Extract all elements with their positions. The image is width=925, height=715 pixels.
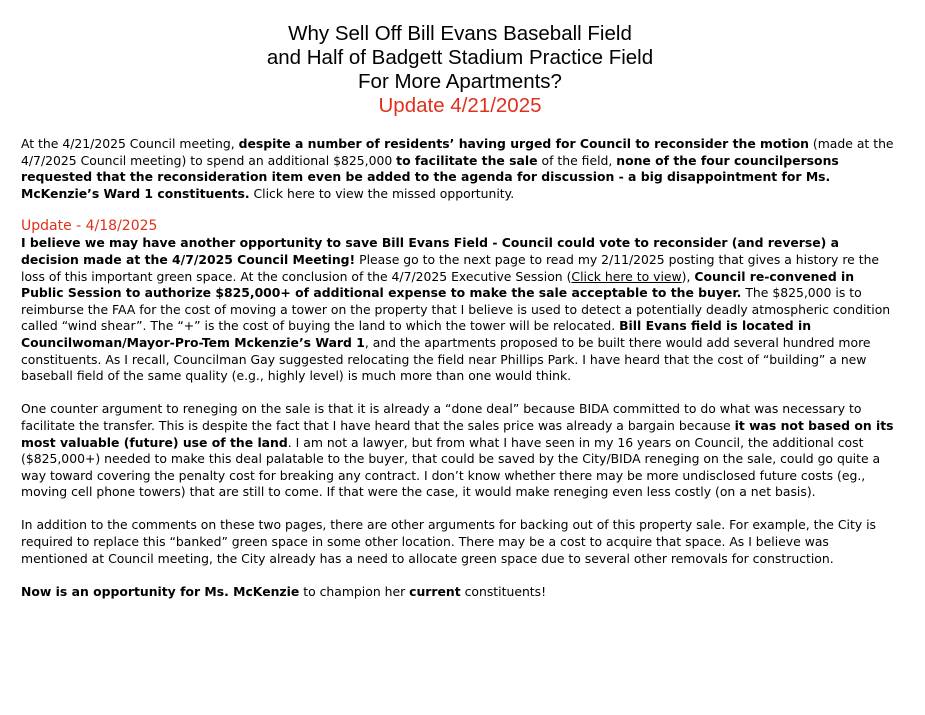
p2-text-3: The $825,000 is to reimburse the FAA for the cost of moving a tower on the property that I believe is used to detect a potentially deadly atmospheric condition called “wind shear”. The “+” is the cost of buying the land to which the tower will be relocated. — [21, 285, 891, 334]
paragraph-gap — [21, 567, 899, 584]
title-block — [21, 22, 899, 118]
p2-bold-ward1: Bill Evans field is located in Councilwoman/Mayor-Pro-Tem Mckenzie’s Ward 1 — [21, 318, 812, 350]
paragraph-other-arguments: In addition to the comments on these two pages, there are other arguments for backing out of this property sale. For example, the City is required to replace this “banked” green space in some other location. There may be a cost to acquire that space. As I believe was mentioned at Council meeting, the City already has a need to allocate green space due to several other removals for construction. — [21, 517, 876, 566]
p1-click-here-link[interactable]: Click here to view the missed opportunity. — [249, 185, 515, 201]
p1-text-3: of the field, — [537, 152, 617, 168]
p2-text-2: ), — [681, 268, 695, 284]
p1-bold-facilitate: to facilitate the sale — [396, 152, 538, 168]
paragraph-4-21-update — [21, 136, 899, 202]
p2-text: Please go to the next page to read my 2/11/2025 posting that gives a history re the loss of this important green space. At the conclusion of the 4/7/2025 Executive Session ( — [21, 251, 880, 284]
p5-bold-current: current — [409, 583, 461, 599]
p3-bold-valuable: it was not based on its most valuable (future) use of the land — [21, 417, 894, 450]
p3-text: One counter argument to reneging on the sale is that it is already a “done deal” because BIDA committed to do what was necessary to facilitate the transfer. This is despite the fact that I have heard that the sales price was already a bargain because — [21, 401, 862, 433]
p1-text: At the 4/21/2025 Council meeting, — [21, 136, 239, 151]
paragraph-gap — [21, 501, 899, 518]
p1-text-2: (made at the 4/7/2025 Council meeting) to spend an additional $825,000 — [21, 136, 894, 168]
title-line-3: For More Apartments? — [358, 70, 562, 93]
p2-click-here-link[interactable]: Click here to view — [571, 268, 682, 284]
p2-bold-reconvened: Council re-convened in Public Session to authorize $825,000+ of additional expense to make the sale acceptable to the buyer. — [21, 268, 855, 301]
p1-bold-none: none of the four councilpersons requested that the reconsideration item even be added to the agenda for discussion - a big disappointment for Ms. McKenzie’s Ward 1 constituents. — [21, 152, 839, 201]
update-4-18-heading: Update - 4/18/2025 — [21, 218, 158, 235]
p5-text-2: constituents! — [460, 583, 547, 599]
p5-bold-opportunity: Now is an opportunity for Ms. McKenzie — [21, 583, 300, 599]
p5-text: to champion her — [299, 583, 410, 599]
paragraph-gap — [21, 385, 899, 402]
title-line-2: and Half of Badgett Stadium Practice Field — [266, 46, 654, 69]
p2-text-4: , and the apartments proposed to be built there would add several hundred more constituents. As I recall, Councilman Gay suggested relocating the field near Phillips Park. I have heard that the cost of “building” a new baseball field of the same quality (e.g., highly level) is much more than one would think. — [21, 334, 871, 384]
p2-bold-opportunity: I believe we may have another opportunity to save Bill Evans Field - Council could vote to reconsider (and reverse) a decision made at the 4/7/2025 Council Meeting! — [21, 235, 840, 267]
paragraph-closing — [21, 584, 899, 601]
p1-bold-residents: despite a number of residents’ having urged for Council to reconsider the motion — [238, 136, 809, 151]
paragraph-4-18-update — [21, 235, 899, 384]
title-update-date: Update 4/21/2025 — [378, 94, 542, 117]
title-line-1: Why Sell Off Bill Evans Baseball Field — [288, 22, 632, 45]
p3-text-2: . I am not a lawyer, but from what I have seen in my 16 years on Council, the additional cost ($825,000+) needed to make this deal palatable to the buyer, that could be saved by the City/BIDA reneging on the sale, could go quite a way toward covering the penalty cost for breaking any contract. I don’t know whether there may be more undisclosed future costs (eg., moving cell phone towers) that are still to come. If that were the case, it would make reneging even less costly (on a net basis). — [21, 434, 881, 500]
paragraph-counter-argument — [21, 401, 899, 501]
